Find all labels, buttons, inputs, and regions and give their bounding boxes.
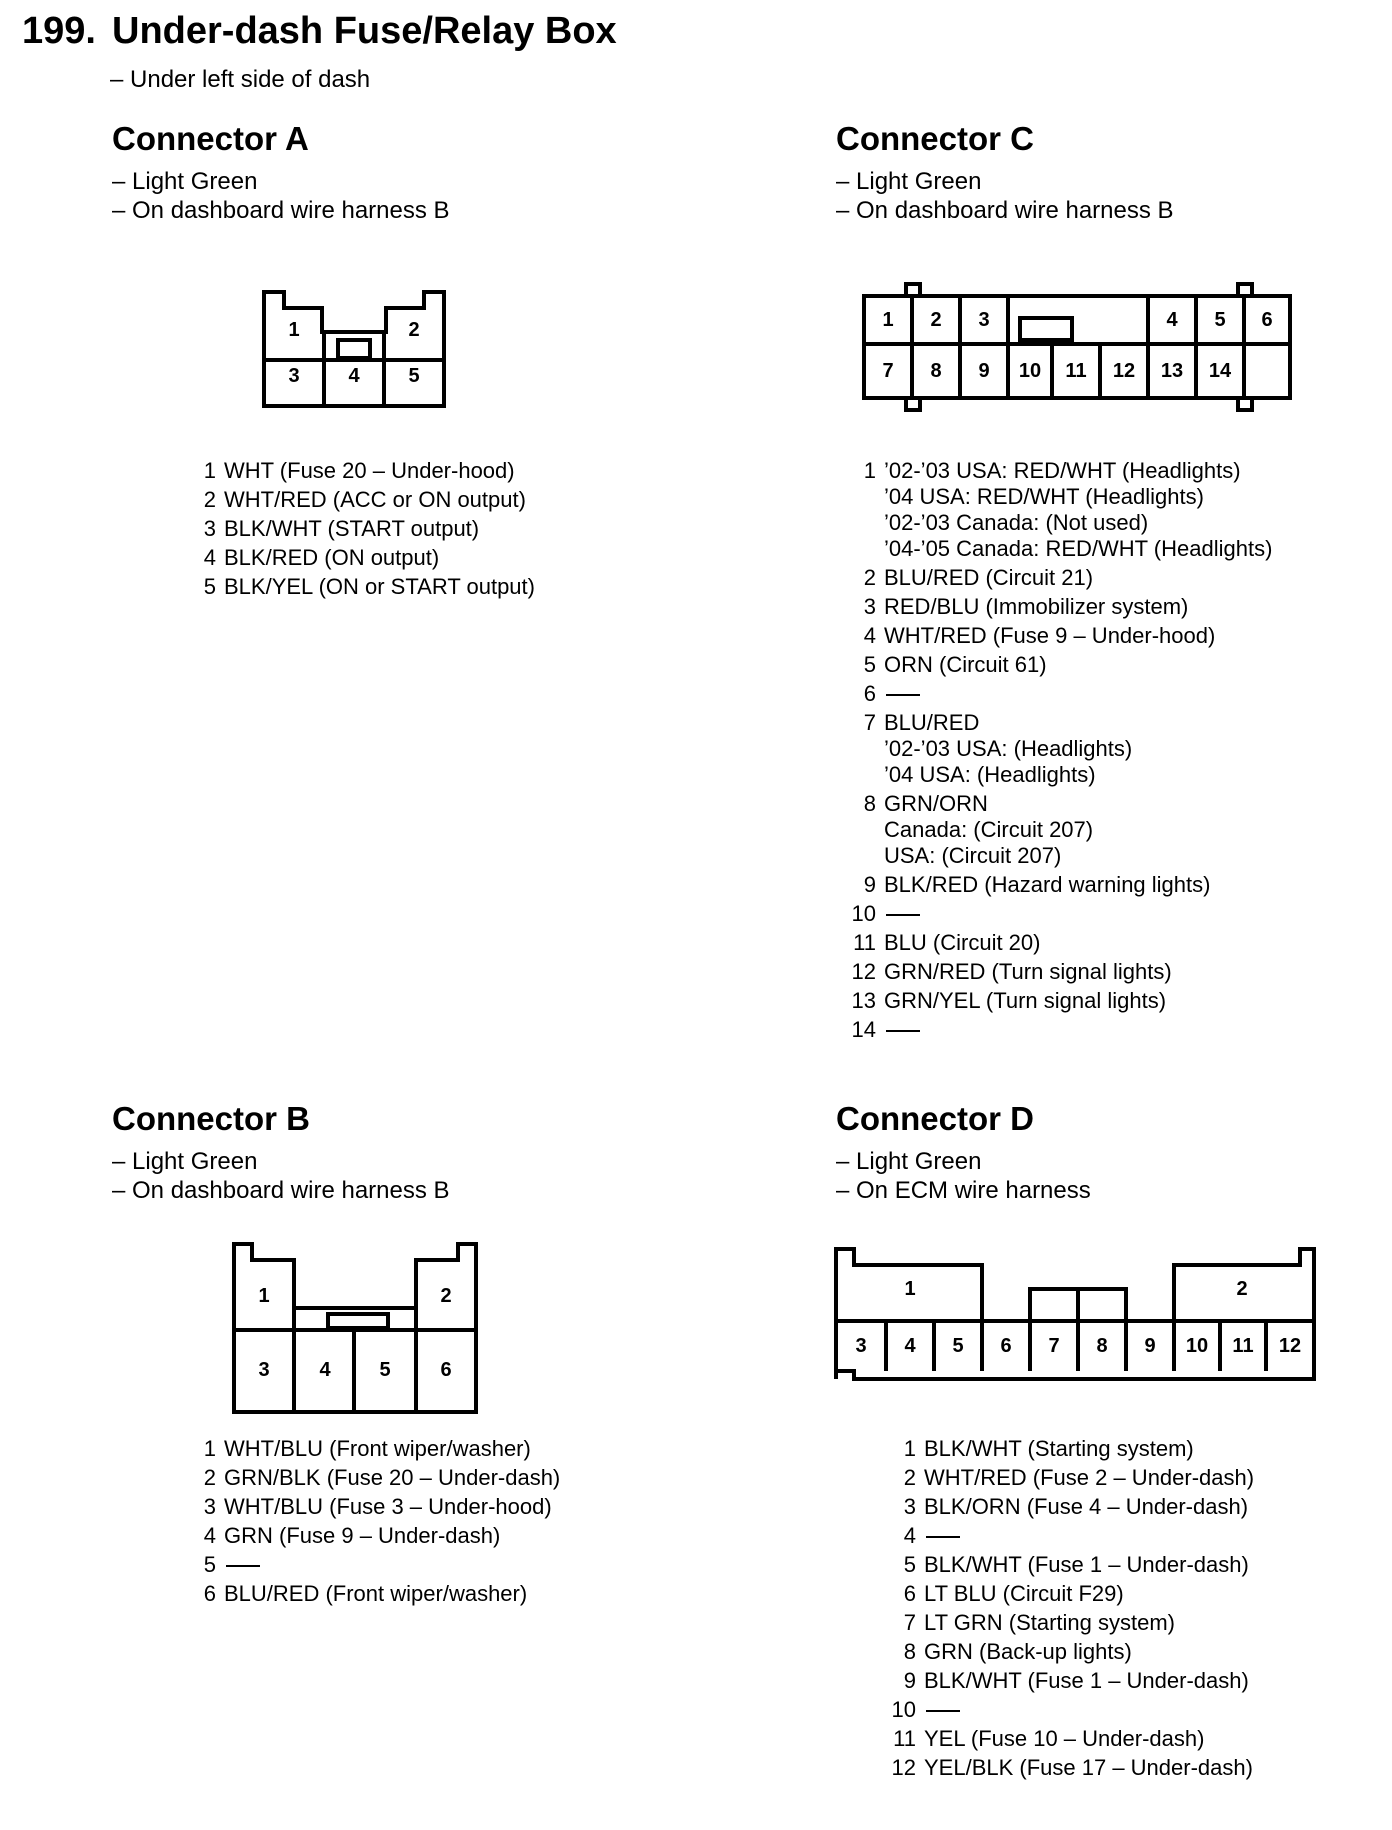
pin-number: 7 bbox=[903, 1610, 916, 1635]
pin-entry bbox=[190, 516, 535, 542]
connector-c-location: – On dashboard wire harness B bbox=[836, 197, 1174, 224]
pin-description-line: USA: (Circuit 207) bbox=[884, 843, 1062, 868]
pin-description-line: BLK/WHT (Fuse 1 – Under-dash) bbox=[924, 1552, 1249, 1577]
pin-entry bbox=[840, 652, 1272, 678]
connector-c-color: – Light Green bbox=[836, 168, 982, 195]
connector-d-cavity: 1 bbox=[904, 1278, 916, 1300]
pin-description bbox=[224, 1494, 552, 1520]
pin-description bbox=[924, 1465, 1254, 1491]
pin-description-line: ’02-’03 USA: (Headlights) bbox=[884, 736, 1133, 761]
connector-b-cavity: 1 bbox=[258, 1285, 270, 1307]
connector-d-color: – Light Green bbox=[836, 1148, 982, 1175]
pin-number: 8 bbox=[863, 791, 876, 816]
pin-entry bbox=[840, 710, 1272, 788]
pin-number: 6 bbox=[863, 681, 876, 706]
pin-number: 12 bbox=[891, 1755, 916, 1780]
pin-number: 4 bbox=[903, 1523, 916, 1548]
pin-number: 3 bbox=[203, 1494, 216, 1519]
pin-description-line: LT BLU (Circuit F29) bbox=[924, 1581, 1124, 1606]
pin-number: 1 bbox=[863, 458, 876, 483]
unused-pin-dash bbox=[926, 1710, 960, 1712]
connector-c-cavity: 8 bbox=[930, 360, 942, 382]
pin-description bbox=[224, 1523, 500, 1549]
connector-c-cavity: 6 bbox=[1261, 309, 1273, 331]
pin-number: 14 bbox=[851, 1017, 876, 1042]
pin-description-line: WHT/BLU (Fuse 3 – Under-hood) bbox=[224, 1494, 552, 1519]
connector-b-cavity: 5 bbox=[379, 1359, 391, 1381]
pin-entry bbox=[880, 1436, 1254, 1462]
pin-entry bbox=[840, 681, 1272, 707]
connector-b-cavity: 6 bbox=[440, 1359, 452, 1381]
pin-description bbox=[224, 1436, 531, 1462]
connector-a-color: – Light Green bbox=[112, 168, 258, 195]
pin-number: 10 bbox=[891, 1697, 916, 1722]
pin-description bbox=[884, 594, 1188, 620]
pin-entry bbox=[880, 1697, 1254, 1723]
unused-pin-dash bbox=[886, 1030, 920, 1032]
connector-c-cavity: 9 bbox=[978, 360, 990, 382]
connector-c-cavity: 2 bbox=[930, 309, 942, 331]
pin-entry bbox=[840, 988, 1272, 1014]
connector-c-cavity: 10 bbox=[1018, 360, 1042, 382]
pin-entry bbox=[190, 1436, 560, 1462]
connector-c-cavity: 12 bbox=[1112, 360, 1136, 382]
pin-number: 9 bbox=[863, 872, 876, 897]
pin-number: 9 bbox=[903, 1668, 916, 1693]
pin-description bbox=[924, 1494, 1248, 1520]
pin-entry bbox=[190, 1552, 560, 1578]
pin-description bbox=[884, 710, 1132, 788]
pin-entry bbox=[840, 623, 1272, 649]
page-subtitle: – Under left side of dash bbox=[110, 66, 371, 93]
pin-description-line: GRN/BLK (Fuse 20 – Under-dash) bbox=[224, 1465, 561, 1490]
pin-description bbox=[924, 1523, 960, 1549]
pin-description-line: BLK/YEL (ON or START output) bbox=[224, 574, 535, 599]
pin-number: 2 bbox=[203, 1465, 216, 1490]
pin-description bbox=[224, 516, 479, 542]
pin-description bbox=[224, 487, 526, 513]
connector-c-diagram bbox=[860, 280, 1295, 415]
pin-entry bbox=[880, 1494, 1254, 1520]
connector-b-diagram bbox=[232, 1240, 487, 1415]
pin-description bbox=[884, 791, 1093, 869]
page-title bbox=[22, 10, 617, 53]
connector-d-cavity: 5 bbox=[952, 1335, 964, 1357]
pin-number: 3 bbox=[903, 1494, 916, 1519]
connector-c-cavity: 11 bbox=[1065, 360, 1087, 382]
pin-number: 6 bbox=[203, 1581, 216, 1606]
connector-a-title: Connector A bbox=[112, 120, 309, 157]
pin-entry bbox=[880, 1610, 1254, 1636]
connector-a-pin-list bbox=[190, 458, 535, 603]
connector-d-cavity: 9 bbox=[1144, 1335, 1156, 1357]
pin-description bbox=[224, 1465, 560, 1491]
connector-c-cavity: 7 bbox=[882, 360, 894, 382]
connector-a-location: – On dashboard wire harness B bbox=[112, 197, 450, 224]
pin-description-line: BLK/RED (ON output) bbox=[224, 545, 440, 570]
connector-a-cavity: 2 bbox=[408, 319, 420, 341]
pin-number: 1 bbox=[203, 1436, 216, 1461]
pin-entry bbox=[840, 1017, 1272, 1043]
pin-entry bbox=[880, 1523, 1254, 1549]
pin-number: 8 bbox=[903, 1639, 916, 1664]
pin-number: 12 bbox=[851, 959, 876, 984]
pin-description-line: WHT/BLU (Front wiper/washer) bbox=[224, 1436, 531, 1461]
pin-number: 5 bbox=[203, 1552, 216, 1577]
pin-description bbox=[884, 623, 1215, 649]
pin-entry bbox=[190, 1523, 560, 1549]
pin-entry bbox=[880, 1755, 1254, 1781]
pin-description-line: ’04 USA: (Headlights) bbox=[884, 762, 1096, 787]
connector-c-cavity: 14 bbox=[1208, 360, 1232, 382]
connector-d-cavity: 3 bbox=[855, 1335, 867, 1357]
pin-description bbox=[924, 1436, 1194, 1462]
unused-pin-dash bbox=[886, 914, 920, 916]
connector-c-cavity: 1 bbox=[882, 309, 894, 331]
pin-description bbox=[224, 1552, 260, 1578]
pin-description bbox=[884, 652, 1047, 678]
connector-d-cavity: 2 bbox=[1236, 1278, 1248, 1300]
pin-description bbox=[924, 1581, 1124, 1607]
pin-description-line: BLK/ORN (Fuse 4 – Under-dash) bbox=[924, 1494, 1249, 1519]
pin-description-line: BLK/WHT (Starting system) bbox=[924, 1436, 1194, 1461]
pin-description bbox=[884, 988, 1166, 1014]
pin-description bbox=[884, 681, 920, 707]
connector-a-diagram bbox=[262, 288, 452, 408]
connector-d-cavity: 7 bbox=[1048, 1335, 1060, 1357]
pin-entry bbox=[880, 1639, 1254, 1665]
pin-description-line: BLU (Circuit 20) bbox=[884, 930, 1041, 955]
pin-description-line: GRN/ORN bbox=[884, 791, 988, 816]
pin-description-line: GRN (Back-up lights) bbox=[924, 1639, 1132, 1664]
pin-entry bbox=[880, 1581, 1254, 1607]
unused-pin-dash bbox=[886, 694, 920, 696]
pin-entry bbox=[190, 1465, 560, 1491]
pin-number: 3 bbox=[863, 594, 876, 619]
pin-description-line: Canada: (Circuit 207) bbox=[884, 817, 1094, 842]
pin-entry bbox=[190, 1581, 560, 1607]
connector-a-cavity: 3 bbox=[288, 365, 300, 387]
pin-description bbox=[924, 1697, 960, 1723]
pin-entry bbox=[840, 565, 1272, 591]
pin-description-line: RED/BLU (Immobilizer system) bbox=[884, 594, 1189, 619]
connector-c-pin-list bbox=[840, 458, 1272, 1046]
pin-entry bbox=[840, 872, 1272, 898]
pin-description bbox=[224, 545, 439, 571]
pin-description-line: ’02-’03 Canada: (Not used) bbox=[884, 510, 1149, 535]
pin-description-line: WHT/RED (Fuse 2 – Under-dash) bbox=[924, 1465, 1255, 1490]
connector-d-cavity: 11 bbox=[1232, 1335, 1254, 1357]
pin-description-line: WHT (Fuse 20 – Under-hood) bbox=[224, 458, 515, 483]
unused-pin-dash bbox=[226, 1565, 260, 1567]
connector-b-cavity: 4 bbox=[319, 1359, 331, 1381]
pin-description-line: BLK/WHT (Fuse 1 – Under-dash) bbox=[924, 1668, 1249, 1693]
pin-number: 7 bbox=[863, 710, 876, 735]
pin-number: 11 bbox=[853, 930, 876, 955]
pin-number: 2 bbox=[863, 565, 876, 590]
pin-description-line: BLK/WHT (START output) bbox=[224, 516, 480, 541]
pin-entry bbox=[190, 574, 535, 600]
pin-number: 2 bbox=[203, 487, 216, 512]
pin-description-line: GRN (Fuse 9 – Under-dash) bbox=[224, 1523, 501, 1548]
connector-d-title: Connector D bbox=[836, 1100, 1034, 1137]
connector-d-location: – On ECM wire harness bbox=[836, 1177, 1091, 1204]
pin-description-line: ’04-’05 Canada: RED/WHT (Headlights) bbox=[884, 536, 1273, 561]
connector-d-cavity: 12 bbox=[1278, 1335, 1302, 1357]
pin-entry bbox=[840, 901, 1272, 927]
pin-entry bbox=[190, 545, 535, 571]
pin-description-line: ’02-’03 USA: RED/WHT (Headlights) bbox=[884, 458, 1241, 483]
connector-a-cavity: 4 bbox=[348, 365, 360, 387]
pin-number: 2 bbox=[903, 1465, 916, 1490]
pin-number: 10 bbox=[851, 901, 876, 926]
connector-d-pin-list bbox=[880, 1436, 1254, 1784]
connector-d-diagram bbox=[834, 1245, 1319, 1385]
pin-description-line: BLU/RED bbox=[884, 710, 980, 735]
pin-number: 4 bbox=[203, 1523, 216, 1548]
pin-description-line: ORN (Circuit 61) bbox=[884, 652, 1047, 677]
pin-description bbox=[924, 1552, 1249, 1578]
pin-entry bbox=[840, 930, 1272, 956]
pin-number: 13 bbox=[851, 988, 876, 1013]
pin-description-line: BLU/RED (Circuit 21) bbox=[884, 565, 1094, 590]
connector-c-cavity: 5 bbox=[1214, 309, 1226, 331]
pin-description-line: GRN/RED (Turn signal lights) bbox=[884, 959, 1172, 984]
pin-number: 1 bbox=[903, 1436, 916, 1461]
unused-pin-dash bbox=[926, 1536, 960, 1538]
connector-c-notes bbox=[836, 167, 1174, 225]
connector-c-cavity: 3 bbox=[978, 309, 990, 331]
connector-b-location: – On dashboard wire harness B bbox=[112, 1177, 450, 1204]
pin-description bbox=[924, 1639, 1132, 1665]
pin-entry bbox=[880, 1465, 1254, 1491]
pin-entry bbox=[840, 458, 1272, 562]
connector-a-cavity: 1 bbox=[288, 319, 300, 341]
pin-description bbox=[924, 1610, 1175, 1636]
pin-description-line: WHT/RED (Fuse 9 – Under-hood) bbox=[884, 623, 1216, 648]
connector-a-cavity: 5 bbox=[408, 365, 420, 387]
pin-description bbox=[884, 872, 1210, 898]
pin-description bbox=[884, 565, 1093, 591]
pin-entry bbox=[190, 458, 535, 484]
connector-c-title: Connector C bbox=[836, 120, 1034, 157]
connector-b-pin-list bbox=[190, 1436, 560, 1610]
pin-description bbox=[884, 458, 1272, 562]
pin-description bbox=[884, 959, 1172, 985]
pin-description bbox=[224, 458, 515, 484]
page-title-text: Under-dash Fuse/Relay Box bbox=[112, 10, 617, 52]
pin-number: 5 bbox=[203, 574, 216, 599]
pin-description-line: BLU/RED (Front wiper/washer) bbox=[224, 1581, 528, 1606]
pin-description bbox=[224, 1581, 527, 1607]
pin-number: 4 bbox=[203, 545, 216, 570]
pin-entry bbox=[880, 1726, 1254, 1752]
pin-description bbox=[884, 1017, 920, 1043]
pin-description bbox=[884, 930, 1040, 956]
pin-description-line: WHT/RED (ACC or ON output) bbox=[224, 487, 526, 512]
pin-entry bbox=[840, 594, 1272, 620]
pin-description-line: BLK/RED (Hazard warning lights) bbox=[884, 872, 1211, 897]
pin-description-line: YEL/BLK (Fuse 17 – Under-dash) bbox=[924, 1755, 1253, 1780]
connector-d-cavity: 4 bbox=[904, 1335, 916, 1357]
connector-b-cavity: 2 bbox=[440, 1285, 452, 1307]
connector-c-cavity: 13 bbox=[1160, 360, 1184, 382]
connector-d-cavity: 6 bbox=[1000, 1335, 1012, 1357]
connector-b-color: – Light Green bbox=[112, 1148, 258, 1175]
pin-description-line: ’04 USA: RED/WHT (Headlights) bbox=[884, 484, 1204, 509]
connector-c-cavity: 4 bbox=[1166, 309, 1178, 331]
pin-number: 1 bbox=[203, 458, 216, 483]
pin-entry bbox=[840, 791, 1272, 869]
pin-description-line: GRN/YEL (Turn signal lights) bbox=[884, 988, 1167, 1013]
pin-description bbox=[924, 1726, 1204, 1752]
connector-a-notes bbox=[112, 167, 450, 225]
pin-description bbox=[884, 901, 920, 927]
pin-entry bbox=[880, 1552, 1254, 1578]
connector-d-notes bbox=[836, 1147, 1091, 1205]
pin-description-line: YEL (Fuse 10 – Under-dash) bbox=[924, 1726, 1205, 1751]
connector-d-cavity: 8 bbox=[1096, 1335, 1108, 1357]
pin-description bbox=[924, 1755, 1253, 1781]
pin-entry bbox=[880, 1668, 1254, 1694]
pin-entry bbox=[840, 959, 1272, 985]
pin-entry bbox=[190, 487, 535, 513]
pin-number: 3 bbox=[203, 516, 216, 541]
connector-b-notes bbox=[112, 1147, 450, 1205]
pin-description bbox=[924, 1668, 1249, 1694]
pin-number: 11 bbox=[893, 1726, 916, 1751]
pin-entry bbox=[190, 1494, 560, 1520]
pin-number: 5 bbox=[903, 1552, 916, 1577]
page-number: 199. bbox=[22, 10, 96, 52]
connector-b-title: Connector B bbox=[112, 1100, 310, 1137]
connector-d-cavity: 10 bbox=[1185, 1335, 1209, 1357]
connector-b-cavity: 3 bbox=[258, 1359, 270, 1381]
pin-description bbox=[224, 574, 535, 600]
pin-description-line: LT GRN (Starting system) bbox=[924, 1610, 1176, 1635]
pin-number: 4 bbox=[863, 623, 876, 648]
pin-number: 5 bbox=[863, 652, 876, 677]
pin-number: 6 bbox=[903, 1581, 916, 1606]
